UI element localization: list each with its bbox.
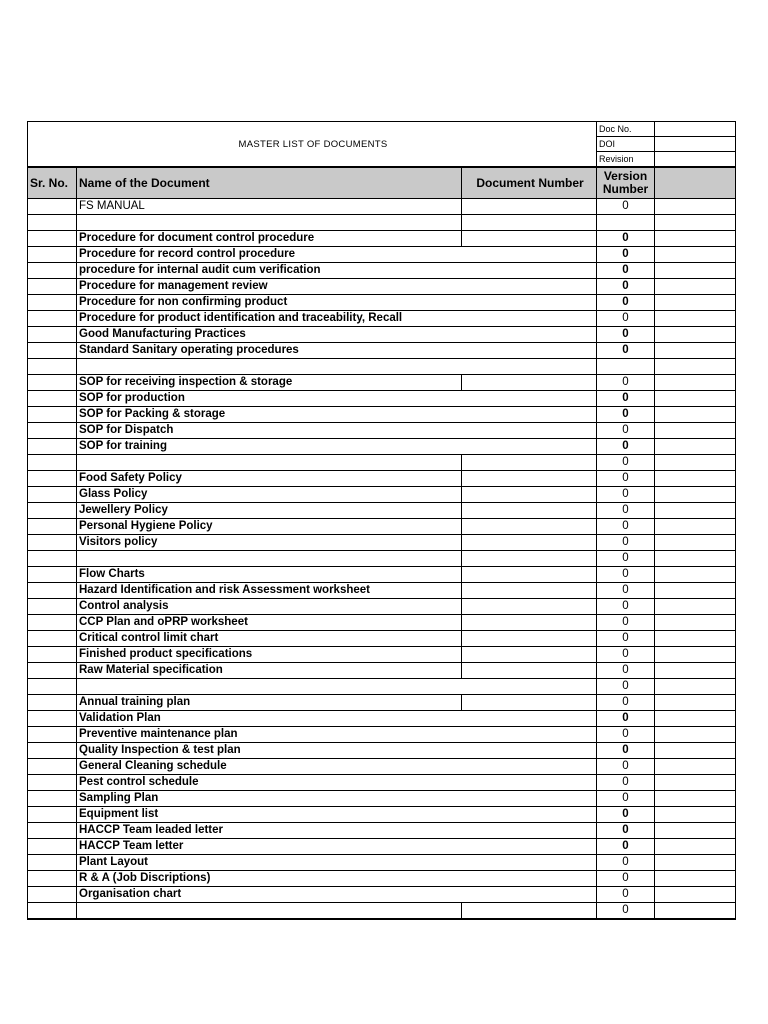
version-number-cell[interactable]: 0: [597, 823, 655, 839]
table-row: [28, 615, 736, 631]
document-name-cell[interactable]: Personal Hygiene Policy: [77, 519, 462, 535]
table-row: [28, 599, 736, 615]
document-number-cell[interactable]: [462, 231, 597, 247]
blank-cell[interactable]: [655, 887, 736, 903]
document-number-cell[interactable]: [462, 871, 597, 887]
document-number-header: Document Number: [462, 167, 597, 199]
version-number-cell[interactable]: 0: [597, 711, 655, 727]
version-number-cell[interactable]: 0: [597, 535, 655, 551]
document-number-cell[interactable]: [462, 391, 597, 407]
sr-no-cell[interactable]: [28, 231, 77, 247]
table-row: [28, 519, 736, 535]
table-row: [28, 711, 736, 727]
sr-no-cell[interactable]: [28, 871, 77, 887]
document-number-cell[interactable]: [462, 567, 597, 583]
version-number-cell[interactable]: 0: [597, 775, 655, 791]
document-name-cell[interactable]: Procedure for non confirming product: [77, 295, 462, 311]
version-number-cell[interactable]: 0: [597, 407, 655, 423]
version-number-cell[interactable]: 0: [597, 599, 655, 615]
document-number-cell[interactable]: [462, 679, 597, 695]
document-name-cell[interactable]: Critical control limit chart: [77, 631, 462, 647]
table-row: [28, 759, 736, 775]
blank-cell[interactable]: [655, 343, 736, 359]
version-number-cell[interactable]: 0: [597, 343, 655, 359]
table-row: [28, 583, 736, 599]
document-name-cell[interactable]: [77, 359, 462, 375]
document-number-cell[interactable]: [462, 791, 597, 807]
version-number-cell[interactable]: 0: [597, 871, 655, 887]
sr-no-cell[interactable]: [28, 727, 77, 743]
blank-cell[interactable]: [655, 775, 736, 791]
blank-cell[interactable]: [655, 471, 736, 487]
version-number-cell[interactable]: 0: [597, 327, 655, 343]
table-row: [28, 455, 736, 471]
blank-cell[interactable]: [655, 247, 736, 263]
sr-no-cell[interactable]: [28, 823, 77, 839]
document-name-cell[interactable]: Raw Material specification: [77, 663, 462, 679]
table-row: [28, 551, 736, 567]
sr-no-cell[interactable]: [28, 567, 77, 583]
document-name-cell[interactable]: Procedure for record control procedure: [77, 247, 462, 263]
version-number-cell[interactable]: 0: [597, 807, 655, 823]
blank-cell[interactable]: [655, 647, 736, 663]
blank-cell[interactable]: [655, 599, 736, 615]
version-number-cell[interactable]: 0: [597, 295, 655, 311]
blank-cell[interactable]: [655, 695, 736, 711]
table-row: [28, 503, 736, 519]
blank-cell[interactable]: [655, 727, 736, 743]
sr-no-cell[interactable]: [28, 855, 77, 871]
document-name-cell[interactable]: Procedure for management review: [77, 279, 462, 295]
table-row: [28, 903, 736, 920]
document-number-cell[interactable]: [462, 583, 597, 599]
document-name-cell[interactable]: HACCP Team letter: [77, 839, 462, 855]
document-number-cell[interactable]: [462, 455, 597, 471]
blank-cell[interactable]: [655, 215, 736, 231]
blank-cell[interactable]: [655, 711, 736, 727]
sr-no-cell[interactable]: [28, 407, 77, 423]
table-row: [28, 343, 736, 359]
table-row: [28, 567, 736, 583]
table-row: [28, 743, 736, 759]
version-number-cell[interactable]: 0: [597, 455, 655, 471]
sr-no-cell[interactable]: [28, 679, 77, 695]
sr-no-cell[interactable]: [28, 615, 77, 631]
document-name-cell[interactable]: Glass Policy: [77, 487, 462, 503]
sr-no-cell[interactable]: [28, 551, 77, 567]
blank-cell[interactable]: [655, 391, 736, 407]
document-number-cell[interactable]: [462, 743, 597, 759]
version-number-cell[interactable]: 0: [597, 231, 655, 247]
document-number-cell[interactable]: [462, 807, 597, 823]
blank-cell[interactable]: [655, 839, 736, 855]
blank-cell[interactable]: [655, 855, 736, 871]
sr-no-cell[interactable]: [28, 311, 77, 327]
document-name-cell[interactable]: Annual training plan: [77, 695, 462, 711]
document-number-cell[interactable]: [462, 487, 597, 503]
document-name-cell[interactable]: Quality Inspection & test plan: [77, 743, 462, 759]
blank-cell[interactable]: [655, 631, 736, 647]
table-row: [28, 423, 736, 439]
document-number-cell[interactable]: [462, 343, 597, 359]
sr-no-cell[interactable]: [28, 583, 77, 599]
sr-no-cell[interactable]: [28, 503, 77, 519]
blank-cell[interactable]: [655, 535, 736, 551]
document-number-cell[interactable]: [462, 631, 597, 647]
document-name-cell[interactable]: procedure for internal audit cum verification: [77, 263, 462, 279]
sr-no-cell[interactable]: [28, 775, 77, 791]
document-number-cell[interactable]: [462, 423, 597, 439]
blank-cell[interactable]: [655, 663, 736, 679]
version-number-cell[interactable]: 0: [597, 679, 655, 695]
table-row: [28, 647, 736, 663]
document-name-cell[interactable]: Procedure for product identification and traceability, Recall: [77, 311, 462, 327]
version-number-cell[interactable]: 0: [597, 311, 655, 327]
sr-no-header: Sr. No.: [28, 167, 77, 199]
document-number-cell[interactable]: [462, 695, 597, 711]
sr-no-cell[interactable]: [28, 535, 77, 551]
table-row: [28, 199, 736, 215]
blank-cell[interactable]: [655, 375, 736, 391]
version-number-cell[interactable]: 0: [597, 855, 655, 871]
table-row: [28, 679, 736, 695]
blank-cell[interactable]: [655, 583, 736, 599]
sr-no-cell[interactable]: [28, 839, 77, 855]
version-number-cell[interactable]: 0: [597, 487, 655, 503]
version-number-cell[interactable]: 0: [597, 439, 655, 455]
blank-cell[interactable]: [655, 327, 736, 343]
blank-cell[interactable]: [655, 279, 736, 295]
blank-cell[interactable]: [655, 423, 736, 439]
sr-no-cell[interactable]: [28, 695, 77, 711]
document-number-cell[interactable]: [462, 775, 597, 791]
document-name-cell[interactable]: Pest control schedule: [77, 775, 462, 791]
sr-no-cell[interactable]: [28, 359, 77, 375]
table-row: [28, 375, 736, 391]
table-row: [28, 327, 736, 343]
version-number-cell[interactable]: 0: [597, 615, 655, 631]
document-number-cell[interactable]: [462, 551, 597, 567]
doc-no-value[interactable]: [655, 122, 736, 137]
document-name-cell[interactable]: SOP for production: [77, 391, 462, 407]
version-number-cell[interactable]: 0: [597, 903, 655, 920]
document-number-cell[interactable]: [462, 887, 597, 903]
sr-no-cell[interactable]: [28, 791, 77, 807]
document-number-cell[interactable]: [462, 599, 597, 615]
document-number-cell[interactable]: [462, 647, 597, 663]
version-number-cell[interactable]: 0: [597, 791, 655, 807]
document-number-cell[interactable]: [462, 663, 597, 679]
document-name-cell[interactable]: Standard Sanitary operating procedures: [77, 343, 462, 359]
version-number-cell[interactable]: 0: [597, 663, 655, 679]
version-number-cell[interactable]: [597, 359, 655, 375]
blank-cell[interactable]: [655, 807, 736, 823]
table-row: [28, 487, 736, 503]
document-name-cell[interactable]: SOP for receiving inspection & storage: [77, 375, 462, 391]
table-row: [28, 791, 736, 807]
document-name-cell[interactable]: Procedure for document control procedure: [77, 231, 462, 247]
blank-cell[interactable]: [655, 407, 736, 423]
table-row: [28, 631, 736, 647]
table-row: [28, 727, 736, 743]
document-name-cell[interactable]: CCP Plan and oPRP worksheet: [77, 615, 462, 631]
blank-cell[interactable]: [655, 823, 736, 839]
document-name-cell[interactable]: Preventive maintenance plan: [77, 727, 462, 743]
document-name-cell[interactable]: Organisation chart: [77, 887, 462, 903]
version-number-cell[interactable]: 0: [597, 567, 655, 583]
document-number-cell[interactable]: [462, 199, 597, 215]
document-title: MASTER LIST OF DOCUMENTS: [28, 122, 597, 168]
blank-cell[interactable]: [655, 439, 736, 455]
document-name-cell[interactable]: Equipment list: [77, 807, 462, 823]
version-number-cell[interactable]: 0: [597, 839, 655, 855]
sr-no-cell[interactable]: [28, 471, 77, 487]
document-name-cell[interactable]: Finished product specifications: [77, 647, 462, 663]
sr-no-cell[interactable]: [28, 295, 77, 311]
version-number-cell[interactable]: 0: [597, 375, 655, 391]
sr-no-cell[interactable]: [28, 391, 77, 407]
document-number-cell[interactable]: [462, 855, 597, 871]
version-number-cell[interactable]: 0: [597, 583, 655, 599]
document-name-cell[interactable]: [77, 903, 462, 920]
document-number-cell[interactable]: [462, 759, 597, 775]
document-number-cell[interactable]: [462, 327, 597, 343]
document-name-cell[interactable]: Hazard Identification and risk Assessment worksheet: [77, 583, 462, 599]
document-name-cell[interactable]: [77, 679, 462, 695]
version-number-cell[interactable]: [597, 215, 655, 231]
version-number-cell[interactable]: 0: [597, 519, 655, 535]
sr-no-cell[interactable]: [28, 759, 77, 775]
doc-no-label: Doc No.: [597, 122, 655, 137]
document-name-cell[interactable]: Good Manufacturing Practices: [77, 327, 462, 343]
version-number-cell[interactable]: 0: [597, 759, 655, 775]
sr-no-cell[interactable]: [28, 327, 77, 343]
blank-cell[interactable]: [655, 455, 736, 471]
table-row: [28, 231, 736, 247]
table-row: [28, 823, 736, 839]
sr-no-cell[interactable]: [28, 439, 77, 455]
blank-cell[interactable]: [655, 551, 736, 567]
document-name-cell[interactable]: SOP for Packing & storage: [77, 407, 462, 423]
blank-header: [655, 167, 736, 199]
sr-no-cell[interactable]: [28, 455, 77, 471]
blank-cell[interactable]: [655, 231, 736, 247]
revision-value[interactable]: [655, 152, 736, 168]
document-name-cell[interactable]: FS MANUAL: [77, 199, 462, 215]
document-name-cell[interactable]: Sampling Plan: [77, 791, 462, 807]
document-number-cell[interactable]: [462, 215, 597, 231]
blank-cell[interactable]: [655, 791, 736, 807]
document-number-cell[interactable]: [462, 519, 597, 535]
revision-label: Revision: [597, 152, 655, 168]
document-number-cell[interactable]: [462, 295, 597, 311]
table-row: [28, 695, 736, 711]
sr-no-cell[interactable]: [28, 487, 77, 503]
version-number-cell[interactable]: 0: [597, 647, 655, 663]
document-number-cell[interactable]: [462, 503, 597, 519]
document-name-cell[interactable]: Control analysis: [77, 599, 462, 615]
sr-no-cell[interactable]: [28, 647, 77, 663]
document-number-cell[interactable]: [462, 311, 597, 327]
table-row: [28, 247, 736, 263]
sr-no-cell[interactable]: [28, 519, 77, 535]
table-row: [28, 871, 736, 887]
sr-no-cell[interactable]: [28, 247, 77, 263]
table-row: [28, 775, 736, 791]
title-row: [28, 122, 736, 137]
document-name-cell[interactable]: Jewellery Policy: [77, 503, 462, 519]
blank-cell[interactable]: [655, 503, 736, 519]
version-number-cell[interactable]: 0: [597, 727, 655, 743]
sr-no-cell[interactable]: [28, 199, 77, 215]
blank-cell[interactable]: [655, 567, 736, 583]
version-number-cell[interactable]: 0: [597, 743, 655, 759]
table-row: [28, 295, 736, 311]
document-number-cell[interactable]: [462, 711, 597, 727]
document-name-cell[interactable]: [77, 215, 462, 231]
sr-no-cell[interactable]: [28, 215, 77, 231]
document-number-cell[interactable]: [462, 359, 597, 375]
sr-no-cell[interactable]: [28, 599, 77, 615]
blank-cell[interactable]: [655, 871, 736, 887]
document-number-cell[interactable]: [462, 279, 597, 295]
document-number-cell[interactable]: [462, 823, 597, 839]
document-name-cell[interactable]: Plant Layout: [77, 855, 462, 871]
document-number-cell[interactable]: [462, 439, 597, 455]
sr-no-cell[interactable]: [28, 887, 77, 903]
document-number-cell[interactable]: [462, 903, 597, 920]
document-name-cell[interactable]: [77, 455, 462, 471]
table-row: [28, 839, 736, 855]
sr-no-cell[interactable]: [28, 279, 77, 295]
document-number-cell[interactable]: [462, 263, 597, 279]
version-number-header: Version Number: [597, 167, 655, 199]
blank-cell[interactable]: [655, 743, 736, 759]
sr-no-cell[interactable]: [28, 711, 77, 727]
version-number-cell[interactable]: 0: [597, 199, 655, 215]
blank-cell[interactable]: [655, 487, 736, 503]
table-row: [28, 407, 736, 423]
document-name-cell[interactable]: SOP for training: [77, 439, 462, 455]
blank-cell[interactable]: [655, 263, 736, 279]
version-number-cell[interactable]: 0: [597, 551, 655, 567]
version-number-cell[interactable]: 0: [597, 247, 655, 263]
table-row: [28, 535, 736, 551]
document-number-cell[interactable]: [462, 471, 597, 487]
document-name-cell[interactable]: Flow Charts: [77, 567, 462, 583]
sr-no-cell[interactable]: [28, 375, 77, 391]
blank-cell[interactable]: [655, 359, 736, 375]
table-row: [28, 263, 736, 279]
document-name-cell[interactable]: Visitors policy: [77, 535, 462, 551]
column-header-row: [28, 167, 736, 199]
table-row: [28, 887, 736, 903]
document-name-cell[interactable]: General Cleaning schedule: [77, 759, 462, 775]
document-number-cell[interactable]: [462, 535, 597, 551]
doi-value[interactable]: [655, 137, 736, 152]
document-name-cell[interactable]: Validation Plan: [77, 711, 462, 727]
document-name-cell[interactable]: Food Safety Policy: [77, 471, 462, 487]
version-number-cell[interactable]: 0: [597, 391, 655, 407]
sr-no-cell[interactable]: [28, 263, 77, 279]
document-name-cell[interactable]: [77, 551, 462, 567]
version-number-cell[interactable]: 0: [597, 631, 655, 647]
document-name-cell[interactable]: R & A (Job Discriptions): [77, 871, 462, 887]
table-row: [28, 471, 736, 487]
sr-no-cell[interactable]: [28, 663, 77, 679]
table-row: [28, 359, 736, 375]
version-number-cell[interactable]: 0: [597, 887, 655, 903]
document-number-cell[interactable]: [462, 407, 597, 423]
document-number-cell[interactable]: [462, 839, 597, 855]
blank-cell[interactable]: [655, 311, 736, 327]
doi-label: DOI: [597, 137, 655, 152]
table-row: [28, 279, 736, 295]
sr-no-cell[interactable]: [28, 423, 77, 439]
table-row: [28, 391, 736, 407]
table-row: [28, 663, 736, 679]
sr-no-cell[interactable]: [28, 343, 77, 359]
version-number-cell[interactable]: 0: [597, 503, 655, 519]
master-document-table: [27, 121, 736, 920]
document-name-cell[interactable]: SOP for Dispatch: [77, 423, 462, 439]
sr-no-cell[interactable]: [28, 743, 77, 759]
blank-cell[interactable]: [655, 679, 736, 695]
sr-no-cell[interactable]: [28, 631, 77, 647]
blank-cell[interactable]: [655, 615, 736, 631]
table-row: [28, 807, 736, 823]
document-number-cell[interactable]: [462, 727, 597, 743]
blank-cell[interactable]: [655, 903, 736, 920]
table-row: [28, 855, 736, 871]
blank-cell[interactable]: [655, 199, 736, 215]
version-number-cell[interactable]: 0: [597, 423, 655, 439]
table-row: [28, 215, 736, 231]
blank-cell[interactable]: [655, 759, 736, 775]
document-number-cell[interactable]: [462, 375, 597, 391]
version-number-cell[interactable]: 0: [597, 279, 655, 295]
table-row: [28, 311, 736, 327]
sr-no-cell[interactable]: [28, 807, 77, 823]
sr-no-cell[interactable]: [28, 903, 77, 920]
version-number-cell[interactable]: 0: [597, 695, 655, 711]
blank-cell[interactable]: [655, 519, 736, 535]
document-name-cell[interactable]: HACCP Team leaded letter: [77, 823, 462, 839]
document-number-cell[interactable]: [462, 615, 597, 631]
version-number-cell[interactable]: 0: [597, 263, 655, 279]
document-name-header: Name of the Document: [77, 167, 462, 199]
table-row: [28, 439, 736, 455]
document-number-cell[interactable]: [462, 247, 597, 263]
version-number-cell[interactable]: 0: [597, 471, 655, 487]
blank-cell[interactable]: [655, 295, 736, 311]
